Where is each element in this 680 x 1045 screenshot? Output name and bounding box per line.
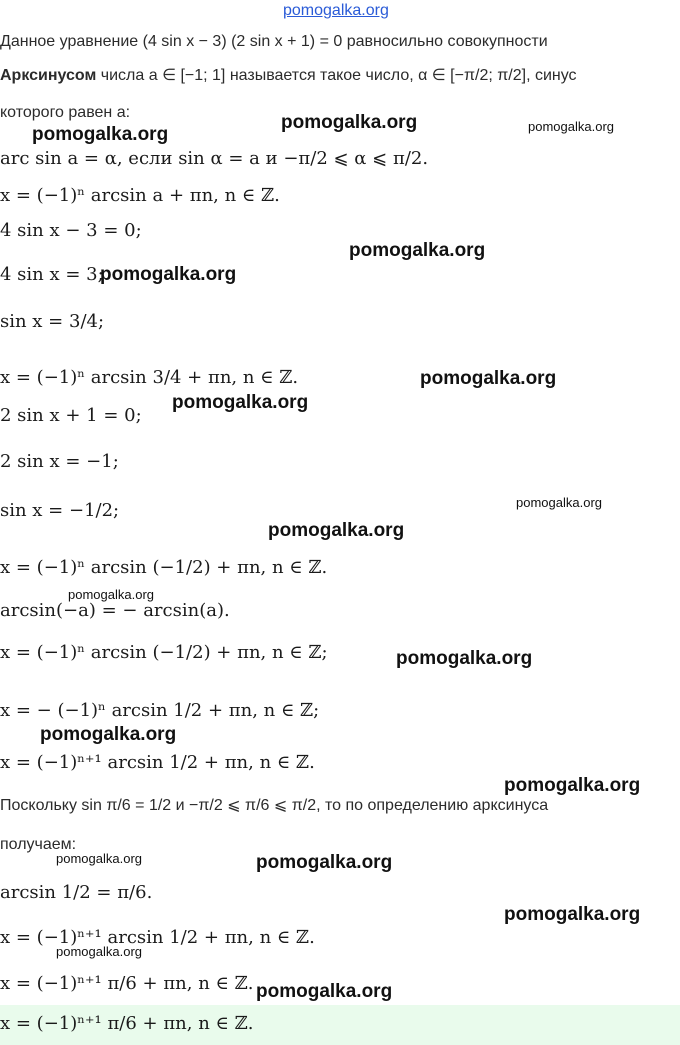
watermark: pomogalka.org xyxy=(56,851,142,866)
equation-1-sin: sin x = 3/4; xyxy=(0,311,105,332)
formula-repeat: x = (−1)ⁿ⁺¹ arcsin 1/2 + πn, n ∈ ℤ. xyxy=(0,927,315,948)
definition-continuation: которого равен a: xyxy=(0,104,131,121)
formula-pi-6: x = (−1)ⁿ⁺¹ π/6 + πn, n ∈ ℤ. xyxy=(0,973,254,994)
watermark: pomogalka.org xyxy=(68,587,154,602)
watermark: pomogalka.org xyxy=(256,981,393,1002)
definition-rest: числа a ∈ [−1; 1] называется такое число, α ∈ [−π/2; π/2], синус xyxy=(96,67,577,84)
watermark: pomogalka.org xyxy=(504,775,641,796)
watermark: pomogalka.org xyxy=(268,520,405,541)
watermark: pomogalka.org xyxy=(504,904,641,925)
equation-2-solution: x = (−1)ⁿ arcsin (−1/2) + πn, n ∈ ℤ. xyxy=(0,557,328,578)
definition-line xyxy=(0,65,577,85)
watermark: pomogalka.org xyxy=(256,852,393,873)
arcsin-half: arcsin 1/2 = π/6. xyxy=(0,882,153,903)
site-link[interactable]: pomogalka.org xyxy=(283,2,389,19)
equation-1: 4 sin x − 3 = 0; xyxy=(0,220,142,241)
watermark: pomogalka.org xyxy=(396,648,533,669)
watermark: pomogalka.org xyxy=(56,944,142,959)
watermark: pomogalka.org xyxy=(349,240,486,261)
equation-2: 2 sin x + 1 = 0; xyxy=(0,405,142,426)
equation-1-step: 4 sin x = 3; xyxy=(0,264,104,285)
arcsin-definition: arc sin a = α, если sin α = a и −π/2 ⩽ α ⩽ π/2. xyxy=(0,148,429,169)
watermark: pomogalka.org xyxy=(420,368,557,389)
watermark: pomogalka.org xyxy=(100,264,237,285)
equation-1-solution: x = (−1)ⁿ arcsin 3/4 + πn, n ∈ ℤ. xyxy=(0,367,299,388)
equation-2-step: 2 sin x = −1; xyxy=(0,451,119,472)
since-line: Поскольку sin π/6 = 1/2 и −π/2 ⩽ π/6 ⩽ π/2, то по определению арксинуса xyxy=(0,797,549,814)
equation-2-solution-repeat: x = (−1)ⁿ arcsin (−1/2) + πn, n ∈ ℤ; xyxy=(0,642,328,663)
watermark: pomogalka.org xyxy=(40,724,177,745)
intro-line: Данное уравнение (4 sin x − 3) (2 sin x + 1) = 0 равносильно совокупности xyxy=(0,33,548,50)
watermark: pomogalka.org xyxy=(281,112,418,133)
watermark: pomogalka.org xyxy=(32,124,169,145)
watermark: pomogalka.org xyxy=(516,495,602,510)
watermark: pomogalka.org xyxy=(528,119,614,134)
equation-2-transform: x = − (−1)ⁿ arcsin 1/2 + πn, n ∈ ℤ; xyxy=(0,700,320,721)
equation-2-simplified: x = (−1)ⁿ⁺¹ arcsin 1/2 + πn, n ∈ ℤ. xyxy=(0,752,315,773)
watermark: pomogalka.org xyxy=(172,392,309,413)
definition-term: Арксинусом xyxy=(0,67,97,84)
general-formula: x = (−1)ⁿ arcsin a + πn, n ∈ ℤ. xyxy=(0,185,280,206)
equation-2-sin: sin x = −1/2; xyxy=(0,500,120,521)
odd-property: arcsin(−a) = − arcsin(a). xyxy=(0,600,230,621)
result-intro: получаем: xyxy=(0,836,77,853)
final-answer: x = (−1)ⁿ⁺¹ π/6 + πn, n ∈ ℤ. xyxy=(0,1013,254,1034)
